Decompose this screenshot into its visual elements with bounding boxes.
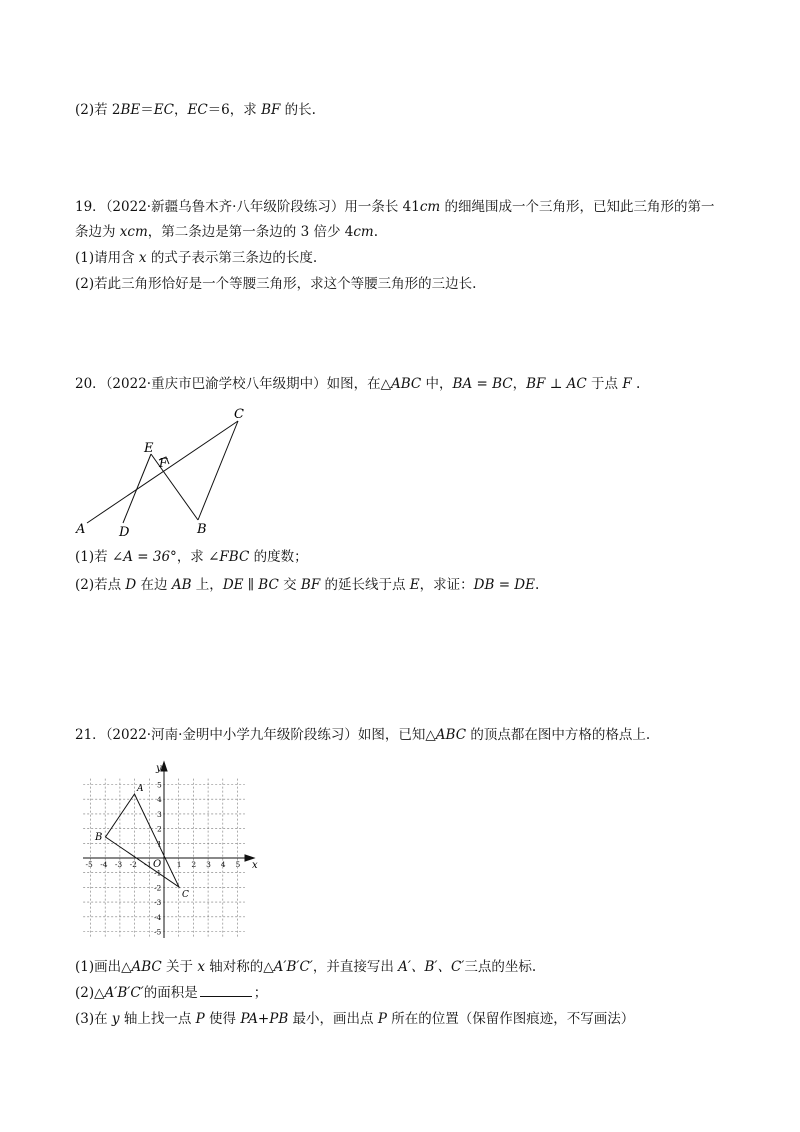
q21-part1: [75, 957, 536, 977]
text: .: [631, 376, 641, 392]
text: .: [373, 224, 379, 240]
text: 的细绳围成一个三角形，已知此三角形的第一: [440, 199, 715, 215]
y-tick-label: -1: [154, 868, 162, 878]
text: (1)请用含: [75, 250, 139, 266]
text: ；: [253, 985, 268, 1001]
var: BF: [261, 102, 281, 118]
x-tick-label: -4: [100, 860, 108, 869]
formula: PA+PB: [240, 1011, 289, 1027]
q19-part1: [75, 248, 317, 268]
var: x: [138, 250, 147, 266]
var: EC: [187, 102, 208, 118]
question-source: （2022·新疆乌鲁木齐·八年级阶段练习）: [105, 199, 345, 215]
question-source: （2022·河南·金明中小学九年级阶段练习）: [105, 727, 358, 743]
text: .: [534, 577, 540, 593]
q19-part2: [75, 274, 476, 294]
y-tick-label: 2: [157, 824, 162, 834]
var: D: [125, 577, 137, 593]
x-tick-label: -3: [114, 860, 123, 869]
text: 所在的位置（保留作图痕迹，不写画法）: [386, 1011, 635, 1027]
text: 的式子表示第三条边的长度.: [146, 250, 318, 266]
var: F: [622, 376, 632, 392]
y-tick-label: -2: [154, 883, 162, 893]
text: ＝6，求: [207, 102, 262, 118]
label-y-axis: y: [156, 763, 162, 774]
label-c: C: [182, 890, 189, 900]
text: 如图，在△: [326, 376, 391, 392]
label-b: B: [95, 832, 103, 843]
var: E: [409, 577, 420, 593]
answer-blank[interactable]: [200, 983, 252, 997]
text: (1)画出△: [75, 959, 132, 975]
q20-part2: [75, 575, 539, 595]
text: 的度数；: [249, 549, 308, 565]
text: 的顶点都在图中方格的格点上.: [466, 727, 651, 743]
text: ，求: [176, 549, 209, 565]
triangle-abc: [106, 794, 180, 887]
y-tick-label: 5: [157, 780, 162, 790]
text: ，: [512, 376, 527, 392]
x-tick-label: 4: [220, 860, 226, 869]
var: EC: [153, 102, 174, 118]
x-tick-label: 5: [235, 860, 241, 869]
q19-stem-line1: [75, 197, 715, 217]
q20-triangle-figure: [70, 402, 260, 542]
text: 如图，已知△: [357, 727, 436, 743]
question-number: 19．: [75, 199, 106, 215]
label-e: E: [144, 441, 154, 456]
y-tick-label: -5: [154, 927, 162, 937]
label-x-axis: x: [252, 860, 258, 871]
text: 中，: [421, 376, 453, 392]
formula: BF ⊥ AC: [526, 376, 587, 392]
x-tick-label: -2: [129, 860, 137, 869]
text: 条边为: [75, 224, 120, 240]
y-tick-label: -4: [154, 912, 162, 922]
y-tick-label: 4: [157, 795, 162, 805]
text: 轴对称的△: [204, 959, 274, 975]
unit: cm: [419, 199, 441, 215]
text: 用一条长 41: [344, 199, 420, 215]
label-a: A: [137, 784, 144, 794]
formula: ∠A = 36°: [111, 549, 177, 565]
label-b: B: [197, 522, 207, 537]
text: (3)在: [75, 1011, 112, 1027]
text: 使得: [204, 1011, 241, 1027]
q21-part2: [75, 983, 267, 1003]
label-d: D: [119, 525, 130, 540]
unit: cm: [353, 224, 374, 240]
text: 上，: [191, 577, 223, 593]
text: 于点: [586, 376, 623, 392]
label-origin: O: [153, 859, 162, 870]
segment-ed: [123, 454, 151, 523]
q21-stem: [75, 725, 650, 745]
text: (2)△: [75, 985, 105, 1001]
text: 的长.: [280, 102, 316, 118]
text: 的延长线于点: [320, 577, 410, 593]
segment-ac: [87, 421, 238, 523]
question-source: （2022·重庆市巴渝学校八年级期中）: [105, 376, 327, 392]
var: x: [197, 959, 205, 975]
x-tick-label: -5: [85, 860, 93, 869]
formula: DE ∥ BC: [222, 577, 279, 593]
text: (1)若: [75, 549, 112, 565]
q18-part2: [75, 100, 316, 120]
var: AB: [171, 577, 192, 593]
text: 最小，画出点: [288, 1011, 378, 1027]
var: ABC: [131, 959, 162, 975]
y-axis-arrow: [161, 762, 167, 771]
text: ，第二条边是第一条边的 3 倍少 4: [147, 224, 354, 240]
formula: DB = DE: [473, 577, 535, 593]
x-tick-label: 2: [191, 860, 197, 869]
formula: BA = BC: [452, 376, 513, 392]
var: A′、B′、C′: [398, 959, 465, 975]
text: 关于: [161, 959, 198, 975]
text: ＝: [140, 102, 154, 118]
formula: ∠FBC: [208, 549, 250, 565]
x-tick-label: 3: [206, 860, 211, 869]
var: BF: [300, 577, 321, 593]
var: y: [111, 1011, 120, 1027]
segment-cb: [198, 421, 238, 520]
text: ，: [173, 102, 188, 118]
var: A′B′C′: [273, 959, 313, 975]
q21-part3: [75, 1009, 634, 1029]
var: ABC: [435, 727, 467, 743]
y-tick-label: 1: [157, 839, 162, 849]
text: 交: [278, 577, 301, 593]
text: (2)若点: [75, 577, 126, 593]
question-number: 20．: [75, 376, 106, 392]
label-a: A: [76, 522, 86, 537]
var: P: [195, 1011, 205, 1027]
var: BE: [120, 102, 141, 118]
q21-coordinate-grid-figure: [78, 760, 263, 940]
var: A′B′C′: [104, 985, 144, 1001]
q20-stem: [75, 374, 640, 394]
var: ABC: [390, 376, 422, 392]
var: xcm: [119, 224, 148, 240]
question-number: 21．: [75, 727, 106, 743]
label-f: F: [159, 456, 168, 470]
text: ，并直接写出: [312, 959, 399, 975]
q19-stem-line2: [75, 222, 378, 242]
x-tick-label: -1: [144, 860, 152, 869]
text: ，求证：: [419, 577, 474, 593]
y-tick-label: -3: [154, 898, 162, 908]
text: 的面积是: [143, 985, 198, 1001]
label-c: C: [234, 407, 244, 422]
text: (2)若此三角形恰好是一个等腰三角形，求这个等腰三角形的三边长.: [75, 276, 477, 292]
text: 三点的坐标.: [464, 959, 537, 975]
y-tick-label: 3: [157, 809, 162, 819]
text: (2)若 2: [75, 102, 121, 118]
text: 在边: [136, 577, 172, 593]
var: P: [377, 1011, 387, 1027]
text: 轴上找一点: [119, 1011, 196, 1027]
x-tick-label: 1: [176, 860, 182, 869]
q20-part1: [75, 547, 308, 567]
